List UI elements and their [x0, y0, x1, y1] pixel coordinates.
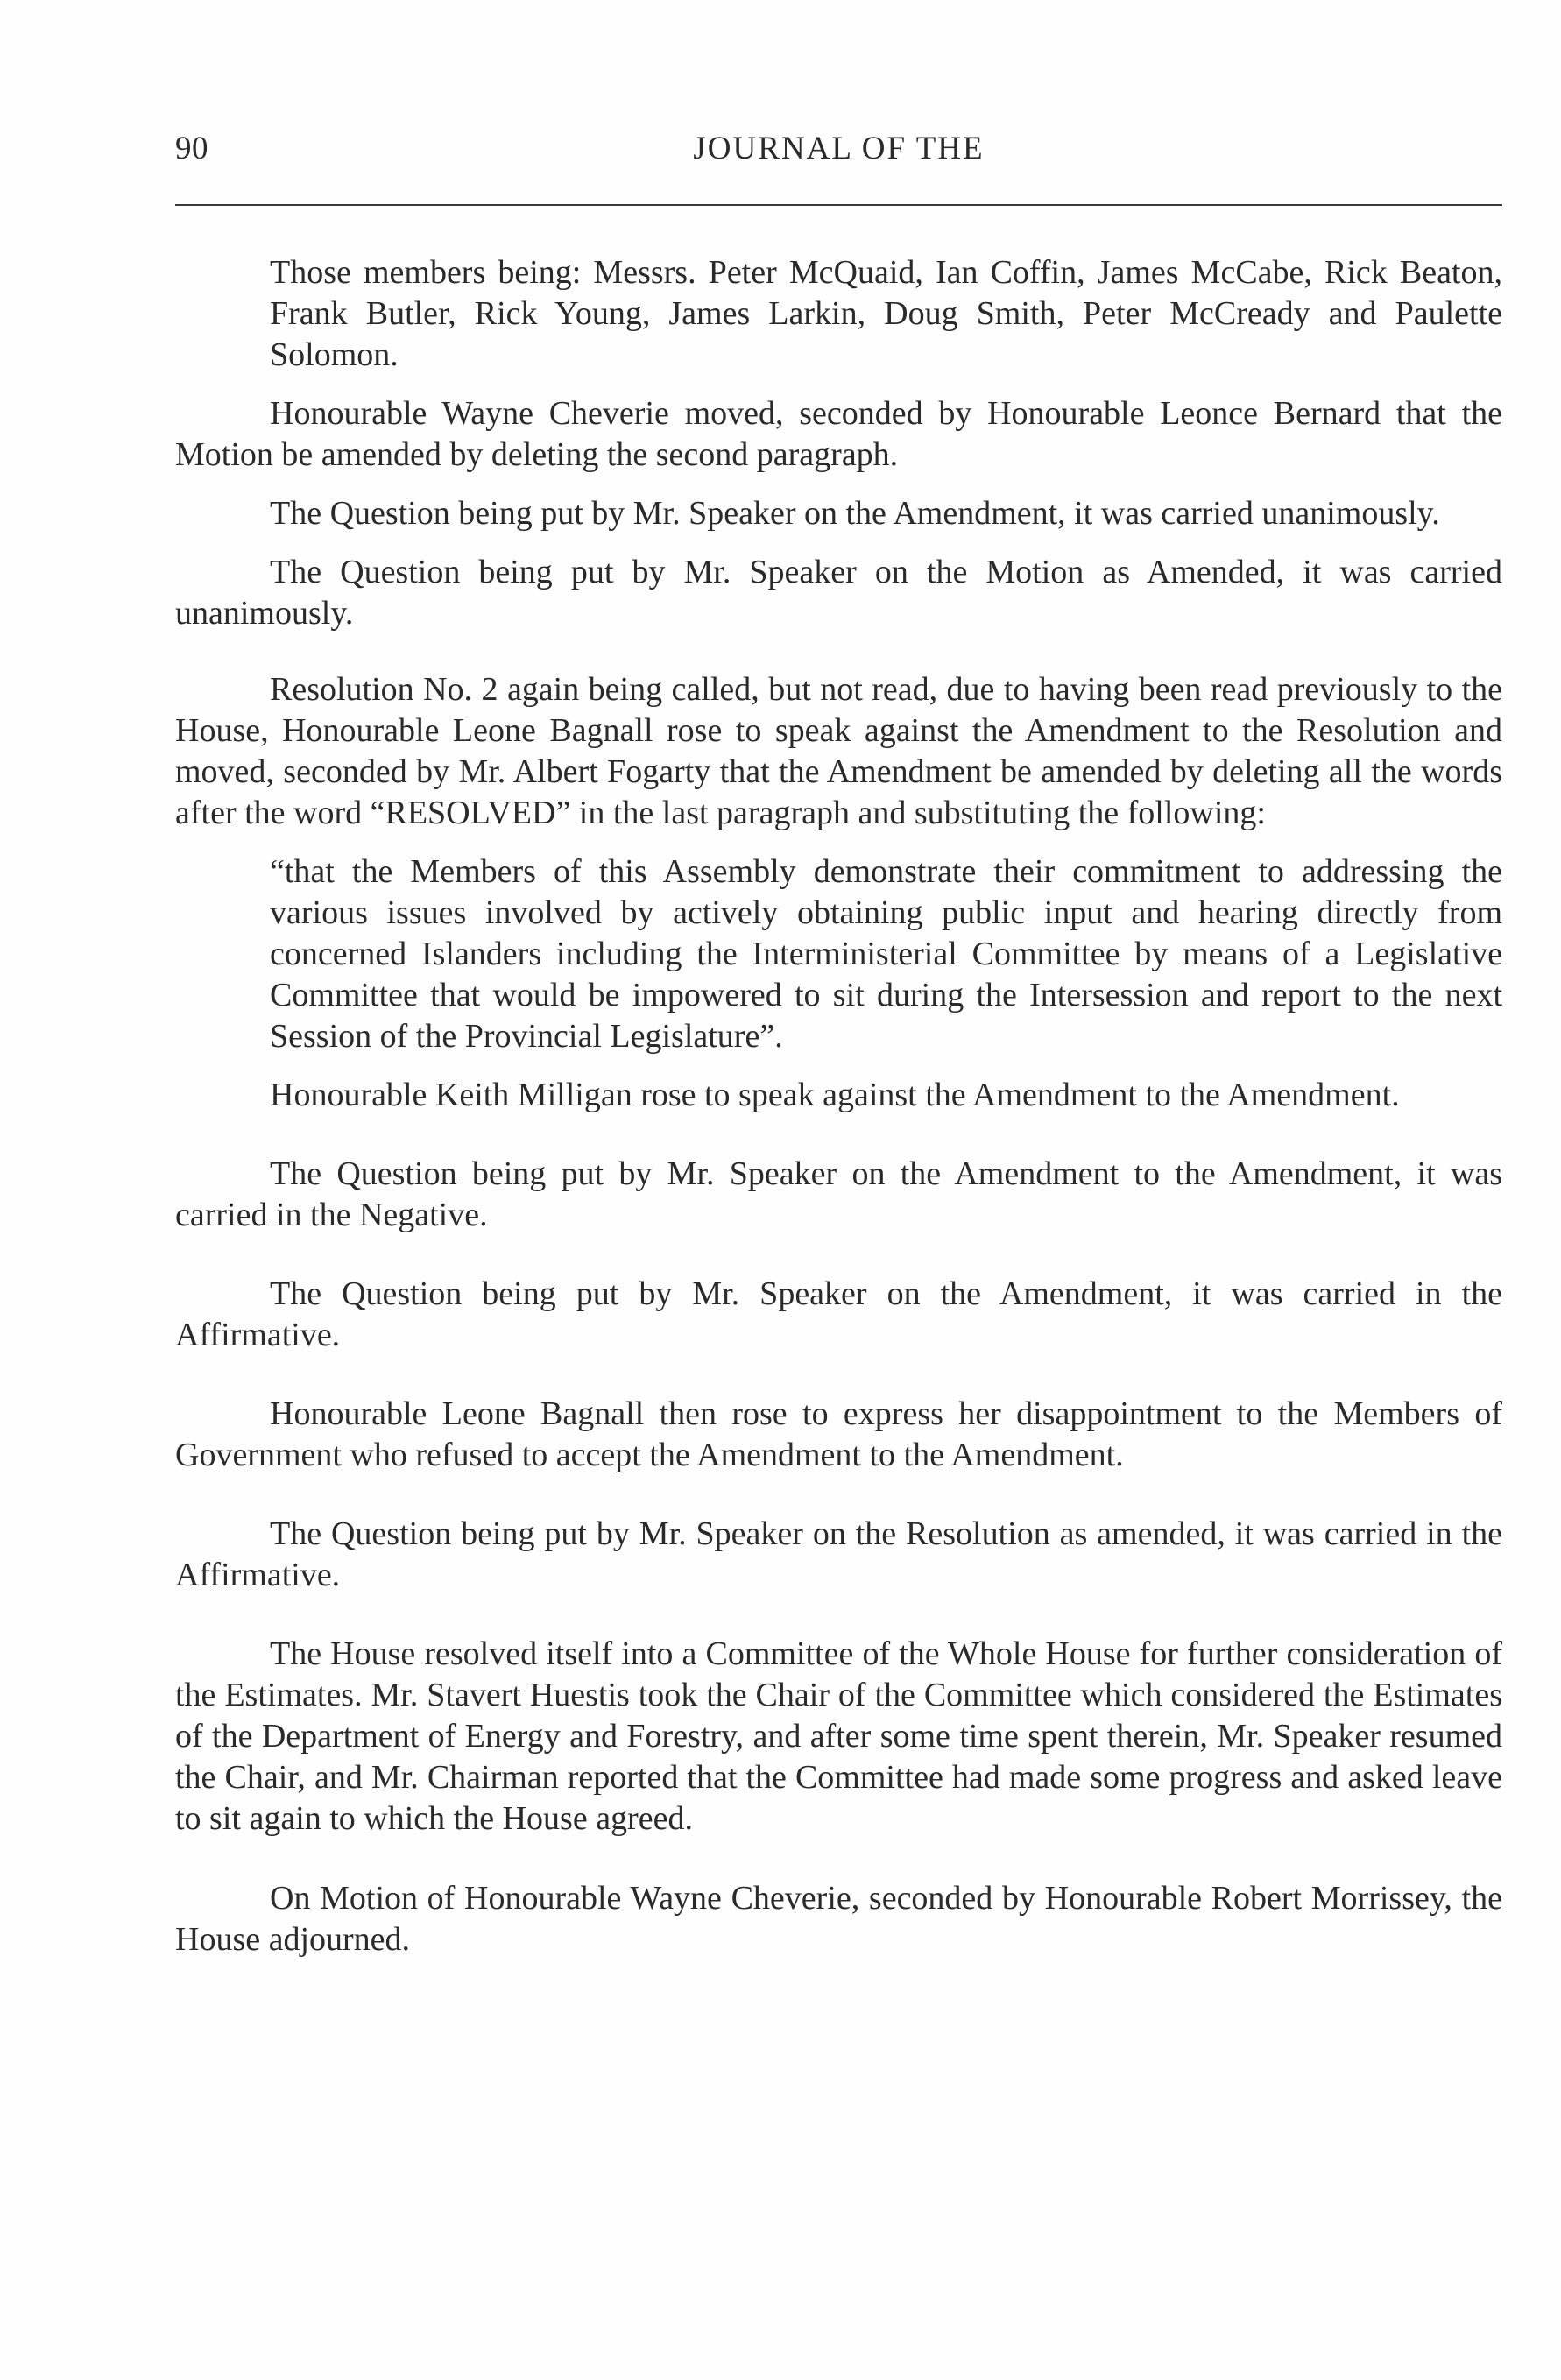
adjournment-paragraph: On Motion of Honourable Wayne Cheverie, seconded by Honourable Robert Morrissey, the House adjourned. [175, 1880, 1502, 1958]
motion-question-paragraph: The Question being put by Mr. Speaker on the Motion as Amended, it was carried unanimously. [175, 554, 1502, 632]
affirmative-amendment-paragraph: The Question being put by Mr. Speaker on the Amendment, it was carried in the Affirmative. [175, 1275, 1502, 1353]
motion-amendment-paragraph: Honourable Wayne Cheverie moved, seconded by Honourable Leonce Bernard that the Motion be amended by deleting the second paragraph. [175, 395, 1502, 473]
quoted-amendment-paragraph: “that the Members of this Assembly demonstrate their commitment to addressing the various issues involved by actively obtaining public input and hearing directly from concerned Islanders including the Interministerial Committee by means of a Legislative Committee that would be impowered to sit during the Intersession and report to the next Session of the Provincial Legislature”. [270, 853, 1502, 1055]
page-number: 90 [175, 131, 208, 166]
running-head [175, 130, 1502, 182]
header-rule [175, 204, 1502, 206]
amendment-question-paragraph: The Question being put by Mr. Speaker on the Amendment, it was carried unanimously. [270, 495, 1440, 532]
committee-paragraph: The House resolved itself into a Committee of the Whole House for further consideration of the Estimates. Mr. Stavert Huestis took the Chair of the Committee which considered the Estimates of the Department of Energy and Forestry, and after some time spent therein, Mr. Speaker resumed the Chair, and Mr. Chairman reported that the Committee had made some progress and asked leave to sit again to which the House agreed. [175, 1635, 1502, 1837]
journal-title: JOURNAL OF THE [693, 131, 985, 166]
members-paragraph: Those members being: Messrs. Peter McQuaid, Ian Coffin, James McCabe, Rick Beaton, Frank Butler, Rick Young, James Larkin, Doug Smith, Peter McCready and Paulette Solomon. [270, 254, 1502, 373]
journal-body [175, 252, 1502, 1960]
resolution-paragraph: Resolution No. 2 again being called, but not read, due to having been read previously to the House, Honourable Leone Bagnall rose to speak against the Amendment to the Resolution and moved, seconded by Mr. Albert Fogarty that the Amendment be amended by deleting all the words after the word “RESOLVED” in the last paragraph and substituting the following: [175, 671, 1502, 831]
bagnall-disappointment-paragraph: Honourable Leone Bagnall then rose to express her disappointment to the Members of Government who refused to accept the Amendment to the Amendment. [175, 1395, 1502, 1473]
negative-question-paragraph: The Question being put by Mr. Speaker on the Amendment to the Amendment, it was carried in the Negative. [175, 1155, 1502, 1233]
milligan-paragraph: Honourable Keith Milligan rose to speak against the Amendment to the Amendment. [270, 1077, 1400, 1113]
resolution-amended-paragraph: The Question being put by Mr. Speaker on the Resolution as amended, it was carried in the Affirmative. [175, 1515, 1502, 1593]
